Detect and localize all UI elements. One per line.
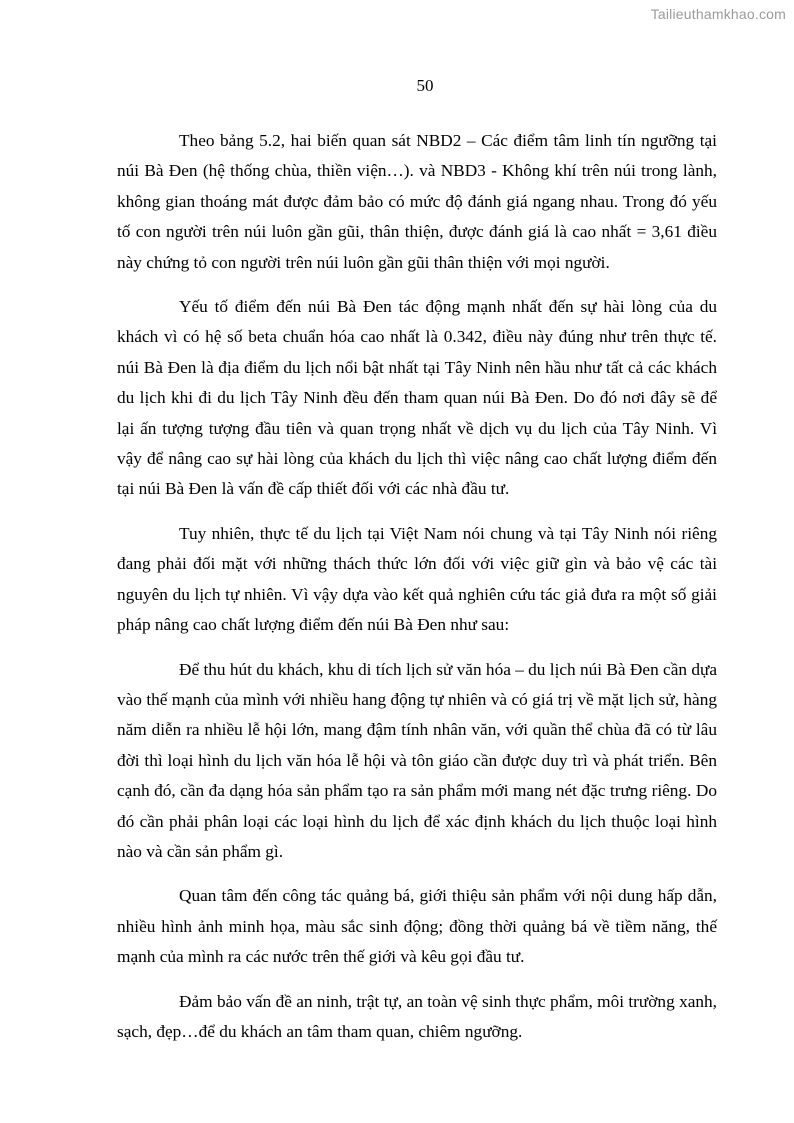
watermark: Tailieuthamkhao.com <box>650 6 786 22</box>
paragraph: Yếu tố điểm đến núi Bà Đen tác động mạnh nhất đến sự hài lòng của du khách vì có hệ số beta chuẩn hóa cao nhất là 0.342, điều này đúng như trên thực tế. núi Bà Đen là địa điểm du lịch nổi bật nhất tại Tây Ninh nên hầu như tất cả các khách du lịch khi đi du lịch Tây Ninh đều đến tham quan núi Bà Đen. Do đó nơi đây sẽ để lại ấn tượng tượng đầu tiên và quan trọng nhất về dịch vụ du lịch của Tây Ninh. Vì vậy để nâng cao sự hài lòng của khách du lịch thì việc nâng cao chất lượng điểm đến tại núi Bà Đen là vấn đề cấp thiết đối với các nhà đầu tư. <box>117 297 717 499</box>
page-number: 50 <box>416 76 434 95</box>
paragraph: Đảm bảo vấn đề an ninh, trật tự, an toàn vệ sinh thực phẩm, môi trường xanh, sạch, đẹp…để du khách an tâm tham quan, chiêm ngưỡng. <box>117 991 717 1041</box>
paragraph: Theo bảng 5.2, hai biến quan sát NBD2 – Các điểm tâm linh tín ngưỡng tại núi Bà Đen (hệ thống chùa, thiền viện…). và NBD3 - Không khí trên núi trong lành, không gian thoáng mát được đảm bảo có mức độ đánh giá ngang nhau. Trong đó yếu tố con người trên núi luôn gần gũi, thân thiện, được đánh giá là cao nhất = 3,61 điều này chứng tỏ con người trên núi luôn gần gũi thân thiện với mọi người. <box>117 131 717 272</box>
paragraph: Tuy nhiên, thực tế du lịch tại Việt Nam nói chung và tại Tây Ninh nói riêng đang phải đối mặt với những thách thức lớn đối với việc giữ gìn và bảo vệ các tài nguyên du lịch tự nhiên. Vì vậy dựa vào kết quả nghiên cứu tác giả đưa ra một số giải pháp nâng cao chất lượng điểm đến núi Bà Đen như sau: <box>117 523 717 635</box>
document-body <box>117 126 717 1061</box>
paragraph: Quan tâm đến công tác quảng bá, giới thiệu sản phẩm với nội dung hấp dẫn, nhiều hình ảnh minh họa, màu sắc sinh động; đồng thời quảng bá về tiềm năng, thế mạnh của mình ra các nước trên thế giới và kêu gọi đầu tư. <box>117 886 717 967</box>
paragraph: Để thu hút du khách, khu di tích lịch sử văn hóa – du lịch núi Bà Đen cần dựa vào thế mạnh của mình với nhiều hang động tự nhiên và có giá trị về mặt lịch sử, hàng năm diễn ra nhiều lễ hội lớn, mang đậm tính nhân văn, với quần thể chùa đã có từ lâu đời thì loại hình du lịch văn hóa lễ hội và tôn giáo cần được duy trì và phát triển. Bên cạnh đó, cần đa dạng hóa sản phẩm tạo ra sản phẩm mới mang nét đặc trưng riêng. Do đó cần phải phân loại các loại hình du lịch để xác định khách du lịch thuộc loại hình nào và cần sản phẩm gì. <box>117 659 718 861</box>
